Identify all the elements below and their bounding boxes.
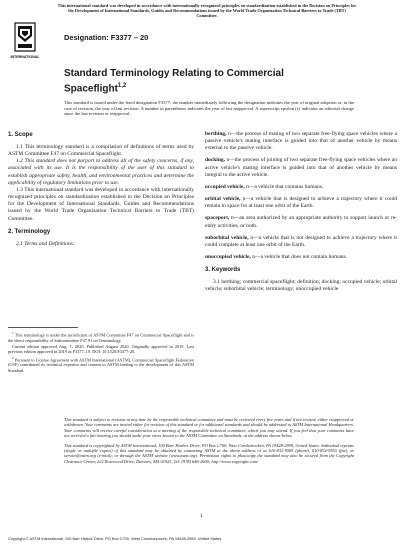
issue-note: This standard is issued under the fixed designation F3377; the number immediately following the designation indicates the year of original adoption or, in the case of revision, the year of last revision. A number in parentheses indicates the year of last reapproval. A superscript epsilon (ε) indicates an editorial change since the last revision or reapproval. [64,100,354,117]
right-column [205,131,397,294]
disclaimer-paragraph-2: This standard is copyrighted by ASTM International, 100 Barr Harbor Drive, PO Box C700, West Conshohocken, PA 19428-2959, United States. Individual reprints (single or multiple copies) of this standard may be obtained by contacting ASTM at the above address or at 610-832-9585 (phone), 610-832-9555 (fax), or service@astm.org (e-mail); or through the ASTM website (www.astm.org). Permission rights to photocopy the standard may also be secured from the Copyright Clearance Center, 222 Rosewood Drive, Danvers, MA 01923, Tel: (978) 646-2600; http://www.copyright.com/ [64,442,354,464]
definition-unoccupied-vehicle: unoccupied vehicle, n—a vehicle that does not contain humans. [205,254,348,261]
designation: Designation: F3377 – 20 [64,33,149,42]
terminology-heading: 2. Terminology [8,228,51,235]
footnote-1: $^1$ This terminology is under the jurisdiction of ASTM Committee F47 on Commercial Spaceflight and is the direct responsibility of Subcommittee F47.91 on Terminology. [8,331,194,343]
definition-docking: docking, n—the process of joining of two separate free-flying space vehicles where an active vehicle's mating interface is guided into that of another vehicle by means integral to the active vehicle. [205,157,397,178]
footnote-edition: Current edition approved Aug. 1, 2020. Published August 2020. Originally approved in 2019. Last previous edition approved in 2019 as F3377–19. DOI: 10.1520/F3377-20. [8,344,194,355]
definition-berthing: berthing, n—the process of mating of two separate free-flying space vehicles where a passive vehicle's mating interface is guided into that of another vehicle by means external to the passive vehicle. [205,131,397,152]
disclaimer-paragraph-1: This standard is subject to revision at any time by the responsible technical committee and must be reviewed every five years and if not revised, either reapproved or withdrawn. Your comments are invited either for revision of this standard or for additional standards and should be addressed to ASTM International Headquarters. Your comments will receive careful consideration at a meeting of the responsible technical committee, which you may attend. If you feel that your comments have not received a fair hearing you should make your views known to the ASTM Committee on Standards, at the address shown below. [64,417,354,439]
definition-suborbital-vehicle: suborbital vehicle, n—a vehicle that is not designed to achieve a trajectory where it could complete at least one orbit of the Earth. [205,234,398,248]
footnote-rule [8,327,78,328]
document-title [64,68,324,95]
title-text: Standard Terminology Relating to Commercial Spaceflight [64,68,284,95]
copyright-line: Copyright © ASTM International, 100 Barr Harbor Drive, PO Box C700, West Conshohocken, PA 19428-2959. United States [8,536,222,541]
page-number: 1 [200,513,203,519]
definition-spaceport: spaceport, n—an area authorized by an appropriate authority to support launch or re-entry activities, or both. [205,215,397,229]
scope-heading: 1. Scope [8,132,33,138]
definition-orbital-vehicle: orbital vehicle, n—a vehicle that is designed to achieve a trajectory where it could remain in space for at least one orbit of the Earth. [205,196,397,210]
keywords-paragraph: 3.1 berthing; commercial spaceflight; definition; docking; occupied vehicle; orbital vehicle; suborbital vehicle; terminology; unoccupied vehicle [205,279,397,293]
terminology-paragraph-1: 2.1 Terms and Definitions: [16,240,75,247]
scope-paragraph-2: 1.2 This standard does not purport to address all of the safety concerns, if any, associated with its use. It is the responsibility of the user of this standard to establish appropriate safety, health, and environmental practices and determine the applicability of regulatory limitations prior to use. [8,158,194,186]
scope-paragraph-3: 1.3 This international standard was developed in accordance with internationally recognized principles on standardization established in the Decision on Principles for the Development of International Standards, Guides and Recommendations issued by the World Trade Organization Technical Barriers to Trade (TBT) Committee. [8,186,194,222]
scope-paragraph-1: 1.1 This terminology standard is a compilation of definitions of terms used by ASTM Committee F47 on Commercial Spaceflight. [8,144,194,158]
definition-occupied-vehicle: occupied vehicle, n—a vehicle that contains humans. [205,183,324,190]
footnotes [8,331,194,374]
top-note: This international standard was developed in accordance with internationally recognized principles on standardization established in the Decision on Principles for the Development of International Standards, Guides and Recommendations issued by the World Trade Organization Technical Barriers to Trade (TBT) Committee. [57,3,357,19]
disclaimer [64,417,354,468]
astm-logo [8,22,42,62]
logo-text: INTERNATIONAL [10,55,40,59]
left-column [8,131,194,248]
title-footnote-refs: 1,2 [117,83,127,89]
keywords-heading: 3. Keywords [205,267,241,274]
footnote-2: $^2$ Pursuant to License Agreement with ASTM International (ASTM), Commercial Spaceflight Federation (CSF) contributed its technical expertise and content to ASTM leading to the development of this ASTM Standard. [8,355,194,373]
